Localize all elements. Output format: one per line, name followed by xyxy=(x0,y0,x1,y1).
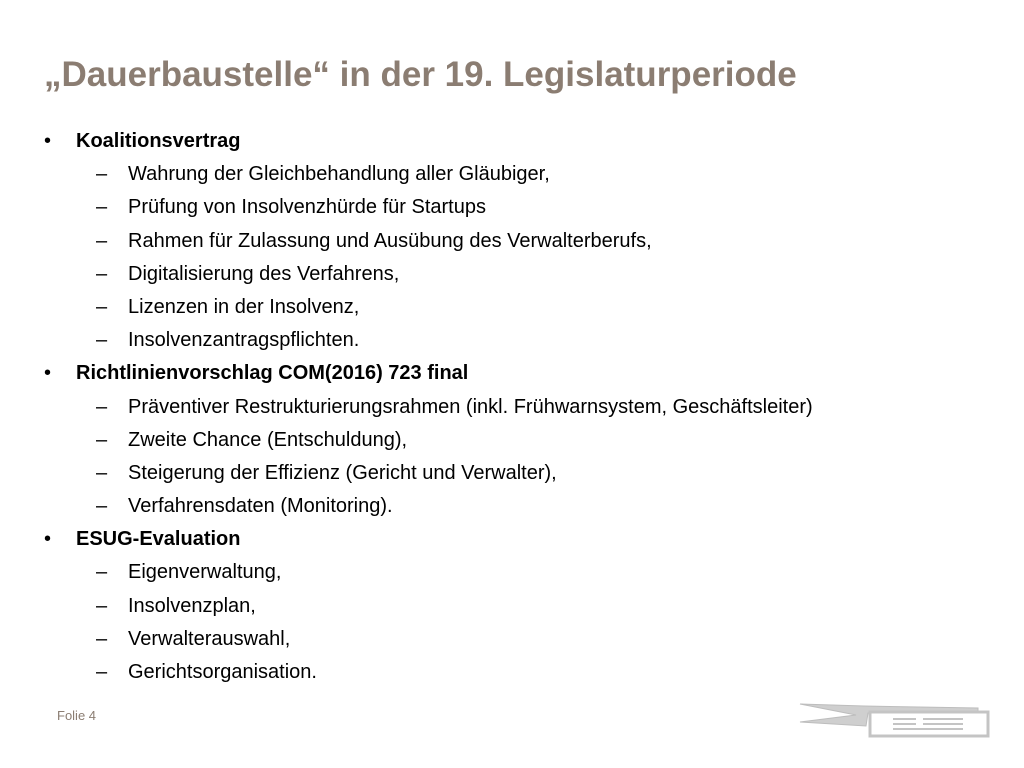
dash-icon: – xyxy=(96,661,108,683)
dash-icon: – xyxy=(96,395,108,418)
sub-item xyxy=(44,424,984,457)
sub-item-text: Zweite Chance (Entschuldung), xyxy=(128,428,408,451)
dash-icon: – xyxy=(96,428,108,451)
slide-content xyxy=(44,125,984,689)
bullet-item xyxy=(44,523,984,556)
section-heading: Koalitionsvertrag xyxy=(76,130,241,152)
section-heading: ESUG-Evaluation xyxy=(76,528,241,551)
dash-icon: – xyxy=(96,229,108,252)
bullet-icon: • xyxy=(44,130,52,152)
slide-title: „Dauerbaustelle“ in der 19. Legislaturperiode xyxy=(44,55,797,94)
section-heading: Richtlinienvorschlag COM(2016) 723 final xyxy=(76,362,469,385)
sub-item-text: Prüfung von Insolvenzhürde für Startups xyxy=(128,196,486,219)
dash-icon: – xyxy=(96,561,108,584)
sub-item xyxy=(44,623,984,656)
sub-item-text: Wahrung der Gleichbehandlung aller Gläubiger, xyxy=(128,163,550,186)
dash-icon: – xyxy=(96,594,108,617)
section-esug-evaluation xyxy=(44,523,984,689)
sub-item-text: Insolvenzplan, xyxy=(128,594,256,617)
section-richtlinienvorschlag xyxy=(44,357,984,523)
dash-icon: – xyxy=(96,163,108,186)
document-arrow-logo-icon xyxy=(798,696,993,740)
bullet-icon: • xyxy=(44,362,52,385)
sub-item-text: Präventiver Restrukturierungsrahmen (inkl. Frühwarnsystem, Geschäftsleiter) xyxy=(128,395,813,418)
dash-icon: – xyxy=(96,495,108,518)
sub-item-text: Verfahrensdaten (Monitoring). xyxy=(128,495,393,518)
sub-item-text: Verwalterauswahl, xyxy=(128,627,291,650)
sub-item xyxy=(44,556,984,589)
sub-item xyxy=(44,158,984,191)
sub-item-text: Gerichtsorganisation. xyxy=(128,661,317,683)
sub-item xyxy=(44,590,984,623)
sub-item xyxy=(44,457,984,490)
bullet-item xyxy=(44,125,984,158)
bullet-icon: • xyxy=(44,528,52,551)
dash-icon: – xyxy=(96,196,108,219)
sub-item-text: Eigenverwaltung, xyxy=(128,561,282,584)
sub-item xyxy=(44,656,984,689)
dash-icon: – xyxy=(96,262,108,285)
dash-icon: – xyxy=(96,295,108,318)
dash-icon: – xyxy=(96,329,108,352)
sub-item xyxy=(44,391,984,424)
slide-number: Folie 4 xyxy=(57,708,97,723)
sub-item xyxy=(44,291,984,324)
sub-item xyxy=(44,191,984,224)
sub-item-text: Digitalisierung des Verfahrens, xyxy=(128,262,400,285)
sub-item-text: Rahmen für Zulassung und Ausübung des Verwalterberufs, xyxy=(128,229,652,252)
sub-item xyxy=(44,490,984,523)
bullet-item xyxy=(44,357,984,390)
dash-icon: – xyxy=(96,627,108,650)
dash-icon: – xyxy=(96,461,108,484)
sub-item-text: Lizenzen in der Insolvenz, xyxy=(128,295,360,318)
section-koalitionsvertrag xyxy=(44,125,984,357)
sub-item xyxy=(44,225,984,258)
sub-item xyxy=(44,324,984,357)
sub-item xyxy=(44,258,984,291)
sub-item-text: Steigerung der Effizienz (Gericht und Verwalter), xyxy=(128,461,557,484)
sub-item-text: Insolvenzantragspflichten. xyxy=(128,329,360,352)
